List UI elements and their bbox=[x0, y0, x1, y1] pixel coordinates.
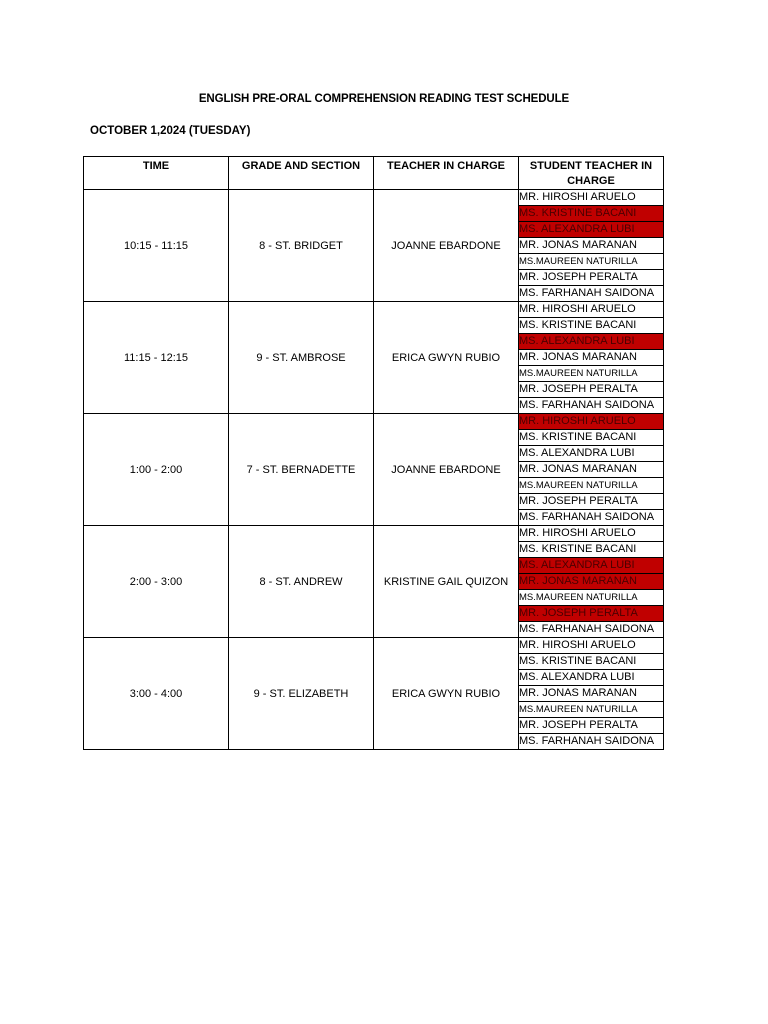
student-teacher-cell: MR. HIROSHI ARUELO bbox=[519, 638, 664, 654]
teacher-cell: JOANNE EBARDONE bbox=[374, 190, 519, 302]
time-cell: 11:15 - 12:15 bbox=[84, 302, 229, 414]
student-teacher-cell-highlighted: MS. ALEXANDRA LUBI bbox=[519, 558, 664, 574]
time-cell: 10:15 - 11:15 bbox=[84, 190, 229, 302]
student-teacher-cell-highlighted: MS. KRISTINE BACANI bbox=[519, 206, 664, 222]
student-teacher-cell-highlighted: MR. JOSEPH PERALTA bbox=[519, 606, 664, 622]
student-teacher-cell: MR. JOSEPH PERALTA bbox=[519, 382, 664, 398]
student-teacher-cell: MS. FARHANAH SAIDONA bbox=[519, 286, 664, 302]
student-teacher-cell: MS.MAUREEN NATURILLA bbox=[519, 254, 664, 270]
teacher-cell: ERICA GWYN RUBIO bbox=[374, 638, 519, 750]
student-teacher-cell: MS. KRISTINE BACANI bbox=[519, 318, 664, 334]
student-teacher-cell-highlighted: MS. ALEXANDRA LUBI bbox=[519, 222, 664, 238]
student-teacher-cell: MS. KRISTINE BACANI bbox=[519, 430, 664, 446]
student-teacher-cell-highlighted: MS. ALEXANDRA LUBI bbox=[519, 334, 664, 350]
student-teacher-cell: MR. HIROSHI ARUELO bbox=[519, 190, 664, 206]
student-teacher-cell: MS. FARHANAH SAIDONA bbox=[519, 510, 664, 526]
grade-section-cell: 8 - ST. ANDREW bbox=[229, 526, 374, 638]
student-teacher-cell: MR. JOSEPH PERALTA bbox=[519, 718, 664, 734]
grade-section-cell: 9 - ST. AMBROSE bbox=[229, 302, 374, 414]
header-grade-section: GRADE AND SECTION bbox=[229, 157, 374, 190]
student-teacher-cell: MR. HIROSHI ARUELO bbox=[519, 302, 664, 318]
student-teacher-cell: MR. JOSEPH PERALTA bbox=[519, 270, 664, 286]
student-teacher-cell: MS.MAUREEN NATURILLA bbox=[519, 590, 664, 606]
table-row bbox=[84, 526, 664, 542]
time-cell: 1:00 - 2:00 bbox=[84, 414, 229, 526]
grade-section-cell: 7 - ST. BERNADETTE bbox=[229, 414, 374, 526]
header-teacher: TEACHER IN CHARGE bbox=[374, 157, 519, 190]
student-teacher-cell: MS. FARHANAH SAIDONA bbox=[519, 398, 664, 414]
student-teacher-cell: MS. ALEXANDRA LUBI bbox=[519, 446, 664, 462]
student-teacher-cell: MS. FARHANAH SAIDONA bbox=[519, 734, 664, 750]
student-teacher-cell: MS.MAUREEN NATURILLA bbox=[519, 702, 664, 718]
document-title: ENGLISH PRE-ORAL COMPREHENSION READING TEST SCHEDULE bbox=[198, 93, 570, 105]
student-teacher-cell: MS. KRISTINE BACANI bbox=[519, 654, 664, 670]
student-teacher-cell: MR. JOSEPH PERALTA bbox=[519, 494, 664, 510]
student-teacher-cell: MR. JONAS MARANAN bbox=[519, 238, 664, 254]
table-row bbox=[84, 638, 664, 654]
student-teacher-cell: MR. HIROSHI ARUELO bbox=[519, 526, 664, 542]
student-teacher-cell: MR. JONAS MARANAN bbox=[519, 350, 664, 366]
header-student-teacher: STUDENT TEACHER IN CHARGE bbox=[519, 157, 664, 190]
header-time: TIME bbox=[84, 157, 229, 190]
table-row bbox=[84, 302, 664, 318]
grade-section-cell: 8 - ST. BRIDGET bbox=[229, 190, 374, 302]
schedule-body bbox=[84, 190, 664, 750]
student-teacher-cell: MS. ALEXANDRA LUBI bbox=[519, 670, 664, 686]
student-teacher-cell: MS.MAUREEN NATURILLA bbox=[519, 478, 664, 494]
teacher-cell: ERICA GWYN RUBIO bbox=[374, 302, 519, 414]
time-cell: 2:00 - 3:00 bbox=[84, 526, 229, 638]
table-header-row bbox=[84, 157, 664, 190]
grade-section-cell: 9 - ST. ELIZABETH bbox=[229, 638, 374, 750]
teacher-cell: KRISTINE GAIL QUIZON bbox=[374, 526, 519, 638]
table-row bbox=[84, 190, 664, 206]
student-teacher-cell: MS.MAUREEN NATURILLA bbox=[519, 366, 664, 382]
student-teacher-cell: MR. JONAS MARANAN bbox=[519, 462, 664, 478]
table-row bbox=[84, 414, 664, 430]
schedule-table bbox=[83, 156, 664, 750]
student-teacher-cell-highlighted: MR. JONAS MARANAN bbox=[519, 574, 664, 590]
schedule-date: OCTOBER 1,2024 (TUESDAY) bbox=[90, 125, 251, 137]
time-cell: 3:00 - 4:00 bbox=[84, 638, 229, 750]
student-teacher-cell: MS. KRISTINE BACANI bbox=[519, 542, 664, 558]
student-teacher-cell-highlighted: MR. HIROSHI ARUELO bbox=[519, 414, 664, 430]
teacher-cell: JOANNE EBARDONE bbox=[374, 414, 519, 526]
student-teacher-cell: MS. FARHANAH SAIDONA bbox=[519, 622, 664, 638]
student-teacher-cell: MR. JONAS MARANAN bbox=[519, 686, 664, 702]
